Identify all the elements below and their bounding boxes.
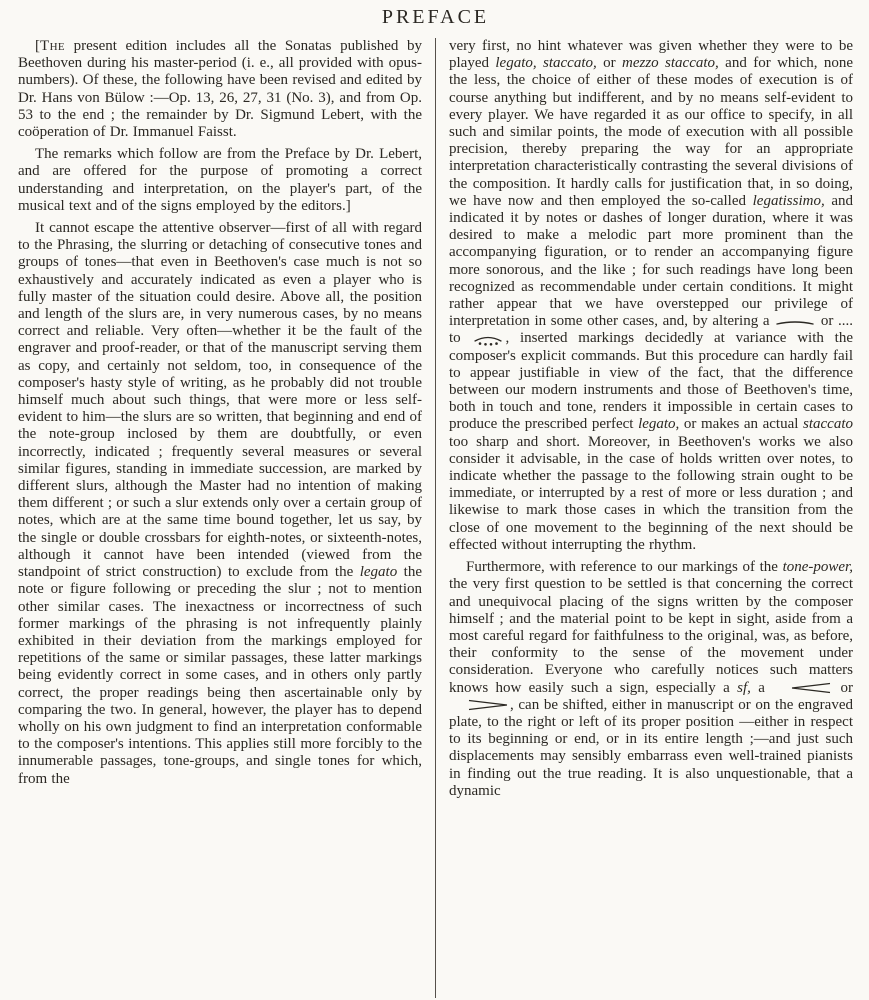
- text-run: , inserted markings decidedly at variance with the composer's explicit commands. But this procedure can hardly fail to appear justifiable in view of the fact, that the difference between our modern instruments and those of Beethoven's time, both in touch and tone, renders it impossible in certain cases to produce the prescribed perfect: [449, 330, 853, 433]
- paragraph: [18, 38, 422, 141]
- legato-line-icon: [775, 317, 815, 327]
- text-run: staccato: [803, 416, 853, 433]
- text-run: a: [750, 679, 773, 696]
- text-run: legatissimo,: [752, 192, 825, 209]
- paragraph: [449, 38, 853, 554]
- text-run: Furthermore, with reference to our markings of the: [466, 559, 783, 576]
- text-run: or: [833, 679, 853, 696]
- text-run: the note or figure following or preceding the slur ; not to mention other similar cases. The inexactness or incorrectness of such former markings of the phrasing is not infrequently plainly exhibited in their deviation from the markings employed for repetitions of the same or similar passages, these latter markings being evidently correct in some cases, and in others only partly correct, the proper readings being then ascertainable only by comparing the two. In general, however, the player has to depend wholly on his own judgment to find an interpretation conformable to the composer's intentions. This applies still more forcibly to the innumerable passages, tone-groups, and single tones for which, from the: [18, 564, 423, 787]
- text-run: and for which, none the less, the choice of either of these modes of execution is of course anything but indifferent, and by no means self-evident to every player. We have regarded it as our office to specify, in all such and similar points, the mode of execution with all possible precision, thereby preparing the way for an appropriate interpretation characteristically contrasting the several divisions of the composition. It hardly calls for justification that, in so doing, we have now and then employed the so-called: [449, 55, 853, 209]
- left-column: [18, 38, 435, 1000]
- text-run: , can be shifted, either in manuscript or on the engraved plate, to the right or left of its proper position —either in respect to its beginning or end, or in its entire length ;—and just such displacements may sensibly embarrass even well-trained pianists in finding out the true reading. It is also unquestionable, that a dynamic: [449, 696, 853, 799]
- text-run: and indicated it by notes or dashes of longer duration, where it was desired to make a melodic part more prominent than the accompanying figuration, or to render an accompanying figure more sonorous, and the like ; for such readings have long been recognized as recommendable under certain conditions. It might rather appear that we have overstepped our privilege of interpretation in some other cases, and, by altering a: [449, 192, 853, 330]
- text-run: present edition includes all the Sonatas published by Beethoven during his master-period (i. e., all provided with opus-numbers). Of these, the following have been revised and edited by Dr. Hans von Bülow :—Op. 13, 26, 27, 31 (No. 3), and from Op. 53 to the end ; the remainder by Dr. Sigmund Lebert, with the coöperation of Dr. Immanuel Faisst.: [18, 38, 422, 141]
- text-run: or makes an actual: [679, 416, 803, 433]
- text-run: legato, staccato,: [495, 55, 597, 72]
- text-run: too sharp and short. Moreover, in Beethoven's works we also consider it advisable, in the case of holds written over notes, to indicate whether the passage to the following strain ought to be immediate, or interrupted by a rest of more or less duration ; and likewise to mark those cases in which the transition from the close of one movement to the beginning of the next should be effected without interrupting the rhythm.: [449, 433, 853, 553]
- paragraph: [18, 220, 422, 788]
- text-run: the very first question to be settled is that concerning the correct and unequivocal placing of the signs written by the composer himself ; and the material point to be kept in sight, aside from a most careful regard for faithfulness to the original, was, as before, their conformity to the sense of the movement under consideration. Everyone who carefully notices such matters knows how easily such a sign, especially a: [449, 576, 853, 696]
- text-run: or .... to: [449, 313, 853, 347]
- text-run: mezzo staccato,: [622, 55, 719, 72]
- diminuendo-hairpin-icon: [450, 699, 509, 711]
- text-run: very first, no hint whatever was given whether they were to be played: [449, 38, 853, 72]
- portato-sign-icon: [472, 333, 504, 346]
- text-run: legato,: [638, 416, 680, 433]
- text-run: or: [596, 55, 622, 72]
- text-run: It cannot escape the attentive observer—first of all with regard to the Phrasing, the slurring or detaching of consecutive tones and groups of tones—that even in Beethoven's case much is not so exhaustively and accurately indicated as even a player who is fully master of the situation could desire. Above all, the position and length of the slurs are, in very numerous cases, by no means correct and reliable. Very often—whether it be the fault of the engraver and proof-reader, or that of the manuscript serving them as copy, and certainly not seldom, too, in consequence of the composer's hasty style of writing, as he probably did not trouble himself much about such things, that were more or less self-evident to him—the slurs are so written, that beginning and end of the note-group inclosed by them are doubtfully, or even incorrectly, indicated ; frequently several measures or several similar figures, standing in immediate succession, are marked by different slurs, although the Master had no intention of making them different ; or such a slur extends only over a certain group of notes, which are at the same time bound together, let us say, by the single or double crossbars for eighth-notes, or sixteenth-notes, although it cannot have been intended (viewed from the standpoint of strict construction) to exclude from the: [18, 220, 423, 581]
- text-run: legato: [359, 564, 398, 581]
- crescendo-hairpin-icon: [773, 682, 832, 694]
- right-column: [436, 38, 853, 1000]
- text-run: The: [40, 38, 66, 54]
- page-title: PREFACE: [381, 6, 490, 28]
- text-run: tone-power,: [782, 559, 853, 576]
- text-columns: [18, 38, 853, 1000]
- text-run: sf,: [737, 679, 751, 696]
- text-run: [: [35, 38, 40, 54]
- text-run: The remarks which follow are from the Preface by Dr. Lebert, and are offered for the purpose of promoting a correct understanding and interpretation, on the player's part, of the musical text and of the signs employed by the editors.]: [18, 146, 422, 214]
- paragraph: [449, 559, 853, 800]
- paragraph: [18, 146, 422, 215]
